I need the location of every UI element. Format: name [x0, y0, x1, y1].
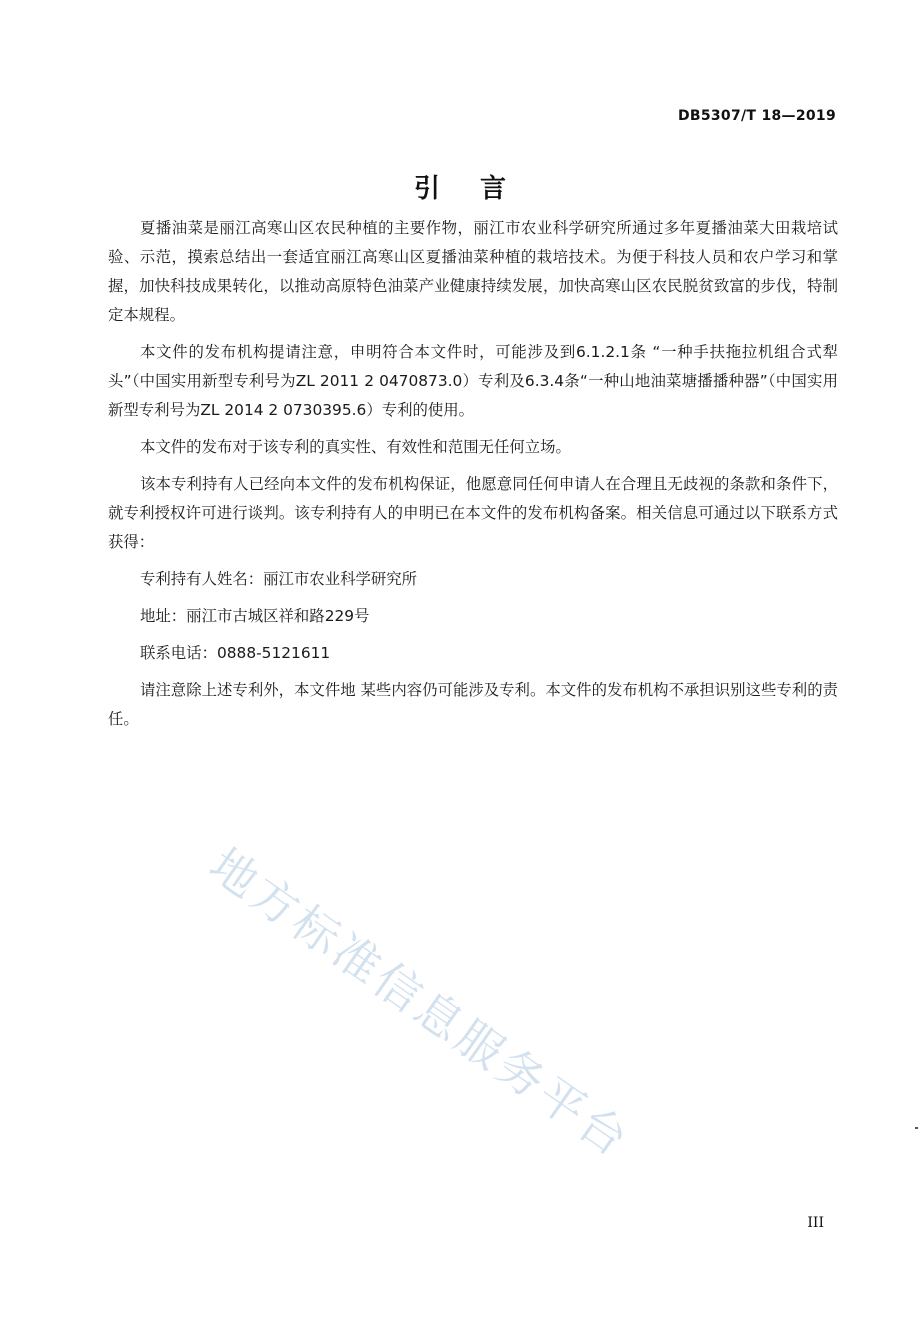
paragraph-closing-notice: 请注意除上述专利外，本文件地 某些内容仍可能涉及专利。本文件的发布机构不承担识别这些专利的责任。: [108, 681, 838, 728]
document-code: DB5307/T 18—2019: [677, 108, 836, 124]
paragraph-patent-position: 本文件的发布对于该专利的真实性、有效性和范围无任何立场。: [140, 438, 571, 456]
patent-holder-address: 地址：丽江市古城区祥和路229号: [140, 607, 370, 625]
paragraph-patent-notice: 本文件的发布机构提请注意，申明符合本文件时，可能涉及到6.1.2.1条 “一种手扶拖拉机组合式犁头”（中国实用新型专利号为ZL 2011 2 0470873.0）专利及6.3.4条“一种山地油菜塘播播种器”（中国实用新型专利号为ZL 2014 2 0730395.6）专利的使用。: [108, 343, 838, 419]
patent-holder-name: 专利持有人姓名：丽江市农业科学研究所: [140, 570, 418, 588]
paragraph-intro: 夏播油菜是丽江高寒山区农民种植的主要作物，丽江市农业科学研究所通过多年夏播油菜大田栽培试验、示范，摸索总结出一套适宜丽江高寒山区夏播油菜种植的栽培技术。为便于科技人员和农户学习和掌握，加快科技成果转化，以推动高原特色油菜产业健康持续发展，加快高寒山区农民脱贫致富的步伐，特制定本规程。: [108, 219, 838, 324]
document-body: [108, 214, 838, 742]
patent-holder-phone: 联系电话：0888-5121611: [140, 644, 331, 662]
page-number: III: [807, 1215, 824, 1231]
paragraph-patent-holder-assurance: 该本专利持有人已经向本文件的发布机构保证，他愿意同任何申请人在合理且无歧视的条款和条件下，就专利授权许可进行谈判。该专利持有人的申明已在本文件的发布机构备案。相关信息可通过以下联系方式获得：: [108, 475, 838, 551]
watermark-text: 地方标准信息服务平台: [199, 837, 641, 1169]
page-title: 引言: [413, 174, 546, 204]
scan-edge-mark: [915, 1127, 918, 1129]
